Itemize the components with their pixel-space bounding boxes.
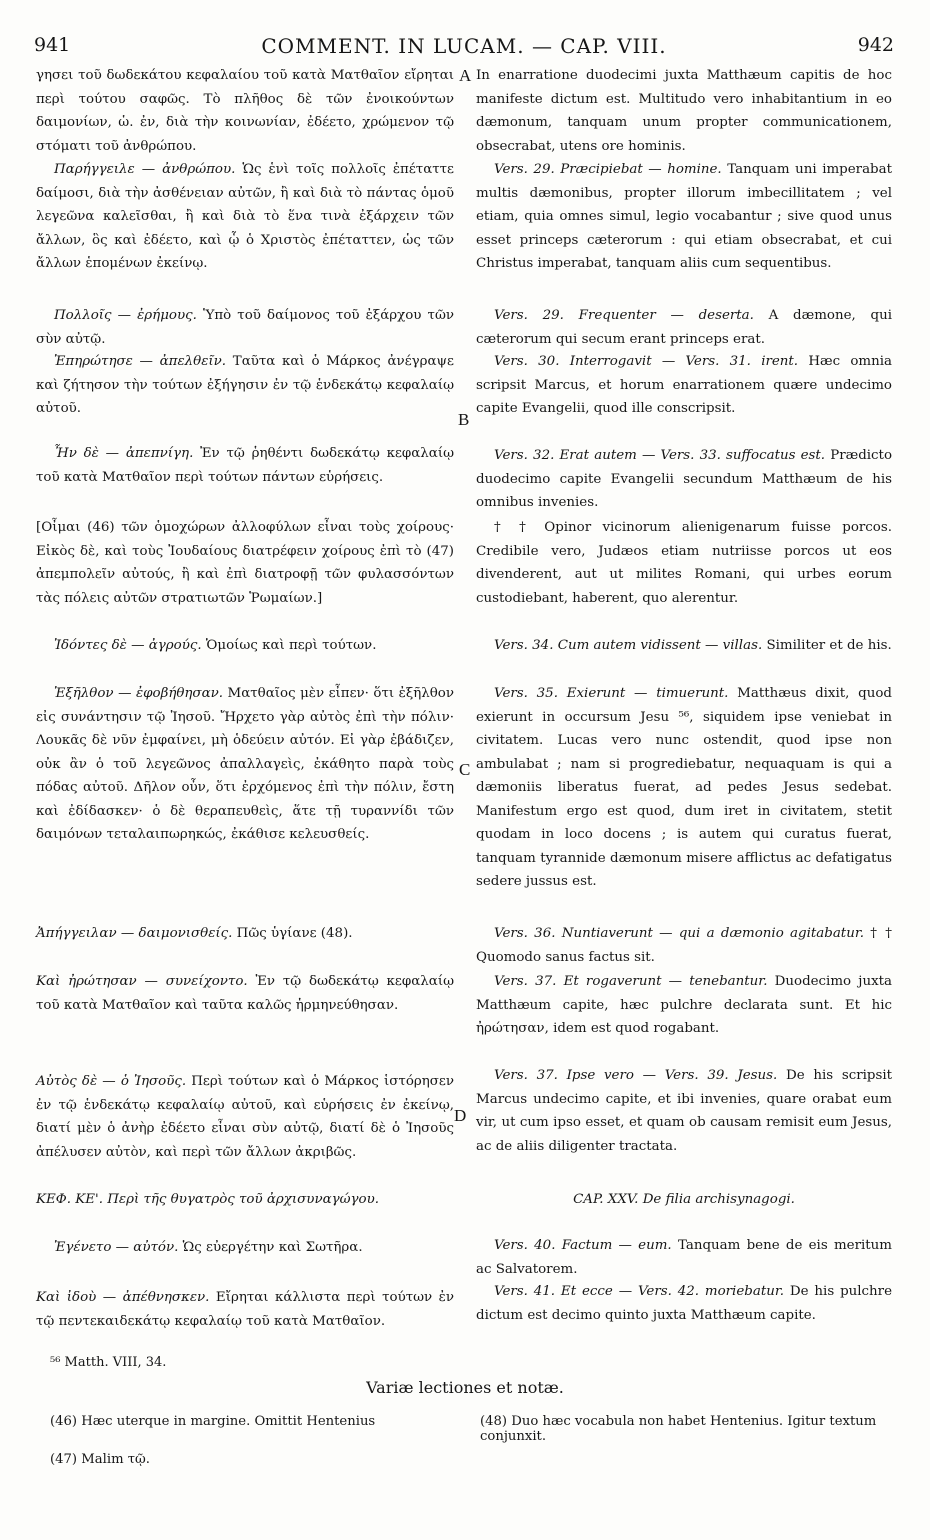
greek-paragraph: Ἰδόντες δὲ — ἀγρούς. Ὁμοίως καὶ περὶ τούτων.	[54, 638, 377, 653]
latin-paragraph: Vers. 34. Cum autem vidissent — villas. Similiter et de his.	[494, 638, 892, 653]
margin-letter-b: B	[458, 410, 470, 429]
latin-paragraph: In enarratione duodecimi juxta Matthæum capitis de hoc manifeste dictum est. Multitudo vero inhabitantium in eo dæmonum, tanquam unum propter communicationem, obsecrabat, utens ore hominis.	[476, 68, 892, 154]
greek-paragraph: Αὐτὸς δὲ — ὁ Ἰησοῦς. Περὶ τούτων καὶ ὁ Μάρκος ἱστόρησεν ἐν τῷ ἑνδεκάτῳ κεφαλαίῳ αὐτοῦ, καὶ εὑρήσεις ἐν ἐκείνῳ, διατί μὲν ὁ ἀνὴρ ἐδέετο εἶναι σὺν αὐτῷ, διατί δὲ ὁ Ἰησοῦς ἀπέλυσεν αὐτὸν, καὶ περὶ τῶν ἄλλων ἀκριβῶς.	[36, 1074, 455, 1160]
running-title: COMMENT. IN LUCAM. — CAP. VIII.	[261, 34, 667, 58]
latin-paragraph: Vers. 35. Exierunt — timuerunt. Matthæus dixit, quod exierunt in occursum Jesu ⁵⁶, siquidem ipse veniebat in civitatem. Lucas vero nunc ostendit, quod ipse non ambulabat ; nam si progrediebatur, nequaquam is qui a dæmoniis liberatus fuerat, ad pedes Jesus sedebat. Manifestum ergo est quod, dum iret in civitatem, stetit quodam in loco docens ; is autem qui curatus fuerat, tanquam tyrannide dæmonum misere afflictus ac defatigatus sedere jussus est.	[476, 686, 892, 889]
greek-paragraph: Ἐπηρώτησε — ἀπελθεῖν. Ταῦτα καὶ ὁ Μάρκος ἀνέγραψε καὶ ζήτησον τὴν τούτων ἐξήγησιν ἐν τῷ ἑνδεκάτῳ κεφαλαίῳ αὐτοῦ.	[36, 354, 454, 416]
page-number-left: 941	[34, 34, 71, 56]
latin-paragraph: Vers. 29. Frequenter — deserta. A dæmone, qui cæterorum qui secum erant princeps erat.	[476, 308, 892, 347]
latin-paragraph: Vers. 41. Et ecce — Vers. 42. moriebatur. De his pulchre dictum est decimo quinto juxta Matthæum capite.	[476, 1284, 893, 1323]
latin-paragraph: Vers. 30. Interrogavit — Vers. 31. irent. Hæc omnia scripsit Marcus, et horum enarrationem quære undecimo capite Evangelii, quod ille conscripsit.	[476, 354, 892, 416]
greek-paragraph: Παρήγγειλε — ἀνθρώπου. Ὡς ἑνὶ τοῖς πολλοῖς ἐπέταττε δαίμοσι, διὰ τὴν ἀσθένειαν αὐτῶν, ἢ καὶ διὰ τὸ πάντας ὁμοῦ λεγεῶνα καλεῖσθαι, ἢ καὶ διὰ τὸ ἕνα τινὰ ἐξάρχειν τῶν ἄλλων, ὃς καὶ ἐδέετο, καὶ ᾧ ὁ Χριστὸς ἐπέταττεν, ὡς τῶν ἄλλων ἑπομένων ἐκείνῳ.	[36, 162, 454, 271]
latin-chapter-heading: CAP. XXV. De filia archisynagogi.	[573, 1192, 795, 1207]
greek-paragraph: Ἀπήγγειλαν — δαιμονισθείς. Πῶς ὑγίανε (48).	[36, 926, 353, 941]
margin-letter-c: C	[459, 760, 471, 779]
greek-chapter-heading: ΚΕΦ. ΚΕ'. Περὶ τῆς θυγατρὸς τοῦ ἀρχισυναγώγου.	[36, 1192, 380, 1207]
page-header	[30, 34, 898, 64]
greek-paragraph: Ἐγένετο — αὐτόν. Ὡς εὐεργέτην καὶ Σωτῆρα.	[54, 1240, 363, 1255]
greek-paragraph: Πολλοῖς — ἐρήμους. Ὑπὸ τοῦ δαίμονος τοῦ ἐξάρχου τῶν σὺν αὐτῷ.	[36, 308, 455, 347]
latin-paragraph: Vers. 40. Factum — eum. Tanquam bene de eis meritum ac Salvatorem.	[476, 1238, 892, 1277]
latin-paragraph: Vers. 37. Ipse vero — Vers. 39. Jesus. De his scripsit Marcus undecimo capite, et ibi invenies, quare orabat eum vir, ut cum ipso esset, et quam ob causam remisit eum Jesus, ac de aliis diligenter tractata.	[476, 1068, 892, 1154]
note-46: (46) Hæc uterque in margine. Omittit Hentenius	[50, 1414, 376, 1429]
footnote: ⁵⁶ Matth. VIII, 34.	[50, 1355, 167, 1370]
margin-letter-d: D	[454, 1106, 467, 1125]
greek-paragraph: Καὶ ἠρώτησαν — συνείχοντο. Ἐν τῷ δωδεκάτῳ κεφαλαίῳ τοῦ κατὰ Ματθαῖον καὶ ταῦτα καλῶς ἡρμηνεύθησαν.	[36, 974, 454, 1013]
greek-paragraph: [Οἶμαι (46) τῶν ὁμοχώρων ἀλλοφύλων εἶναι τοὺς χοίρους· Εἰκὸς δὲ, καὶ τοὺς Ἰουδαίους διατρέφειν χοίρους ἐπὶ τὸ (47) ἀπεμπολεῖν αὐτούς, ἢ καὶ ἐπὶ διατροφῇ τῶν φυλασσόντων τὰς πόλεις αὐτῶν στρατιωτῶν Ῥωμαίων.]	[36, 520, 454, 606]
latin-paragraph: Vers. 36. Nuntiaverunt — qui a dæmonio agitabatur. † † Quomodo sanus factus sit.	[476, 926, 893, 965]
note-47: (47) Malim τῷ.	[50, 1452, 151, 1467]
latin-paragraph: † † Opinor vicinorum alienigenarum fuisse porcos. Credibile vero, Judæos etiam nutriisse porcos ut eos divenderent, aut ut milites Romani, qui urbes eorum custodiebant, haberent, quo alerentur.	[476, 520, 892, 606]
latin-paragraph: Vers. 29. Præcipiebat — homine. Tanquam uni imperabat multis dæmonibus, propter illorum imbecillitatem ; vel etiam, quia omnes simul, legio vocabantur ; sive quod unus esset princeps cæterorum : qui etiam obsecrabat, et cui Christus imperabat, tanquam aliis cum sequentibus.	[476, 162, 892, 271]
note-48: (48) Duo hæc vocabula non habet Hentenius. Igitur textum conjunxit.	[480, 1414, 877, 1444]
margin-letter-a: A	[459, 66, 472, 85]
page-number-right: 942	[857, 34, 894, 56]
greek-paragraph: Καὶ ἰδοὺ — ἀπέθνησκεν. Εἴρηται κάλλιστα περὶ τούτων ἐν τῷ πεντεκαιδεκάτῳ κεφαλαίῳ τοῦ κατὰ Ματθαῖον.	[36, 1290, 454, 1329]
latin-paragraph: Vers. 37. Et rogaverunt — tenebantur. Duodecimo juxta Matthæum capite, hæc pulchre declarata sunt. Et hic ἠρώτησαν, idem est quod rogabant.	[476, 974, 892, 1036]
latin-paragraph: Vers. 32. Erat autem — Vers. 33. suffocatus est. Prædicto duodecimo capite Evangelii secundum Matthæum de his omnibus invenies.	[476, 448, 893, 510]
greek-paragraph: Ἦν δὲ — ἀπεπνίγη. Ἐν τῷ ῥηθέντι δωδεκάτῳ κεφαλαίῳ τοῦ κατὰ Ματθαῖον περὶ τούτων πάντων εὑρήσεις.	[36, 446, 454, 485]
greek-paragraph: Ἐξῆλθον — ἐφοβήθησαν. Ματθαῖος μὲν εἶπεν· ὅτι ἐξῆλθον εἰς συνάντησιν τῷ Ἰησοῦ. Ἤρχετο γὰρ αὐτὸς ἐπὶ τὴν πόλιν· Λουκᾶς δὲ νῦν ἐμφαίνει, μὴ ὁδεύειν αὐτόν. Εἰ γὰρ ἐβάδιζεν, οὐκ ἂν ὁ τοῦ λεγεῶνος ἀπαλλαγεὶς, ἐκάθητο παρὰ τοὺς πόδας αὐτοῦ. Δῆλον οὖν, ὅτι ἐρχόμενος ἐπὶ τὴν πόλιν, ἔστη καὶ ἐδίδασκεν· ὁ δὲ θεραπευθεὶς, ἅτε τῇ τυραννίδι τῶν δαιμόνων τεταλαιπωρηκώς, ἐκάθισε κελευσθείς.	[36, 686, 454, 842]
notes-title: Variæ lectiones et notæ.	[366, 1378, 564, 1397]
greek-paragraph: γησει τοῦ δωδεκάτου κεφαλαίου τοῦ κατὰ Ματθαῖον εἴρηται περὶ τούτου σαφῶς. Τὸ πλῆθος δὲ τῶν ἐνοικούντων δαιμονίων, ὡ. ἐν, διὰ τὴν κοινωνίαν, ἐδέετο, χρώμενον τῷ στόματι τοῦ ἀνθρώπου.	[36, 68, 454, 154]
